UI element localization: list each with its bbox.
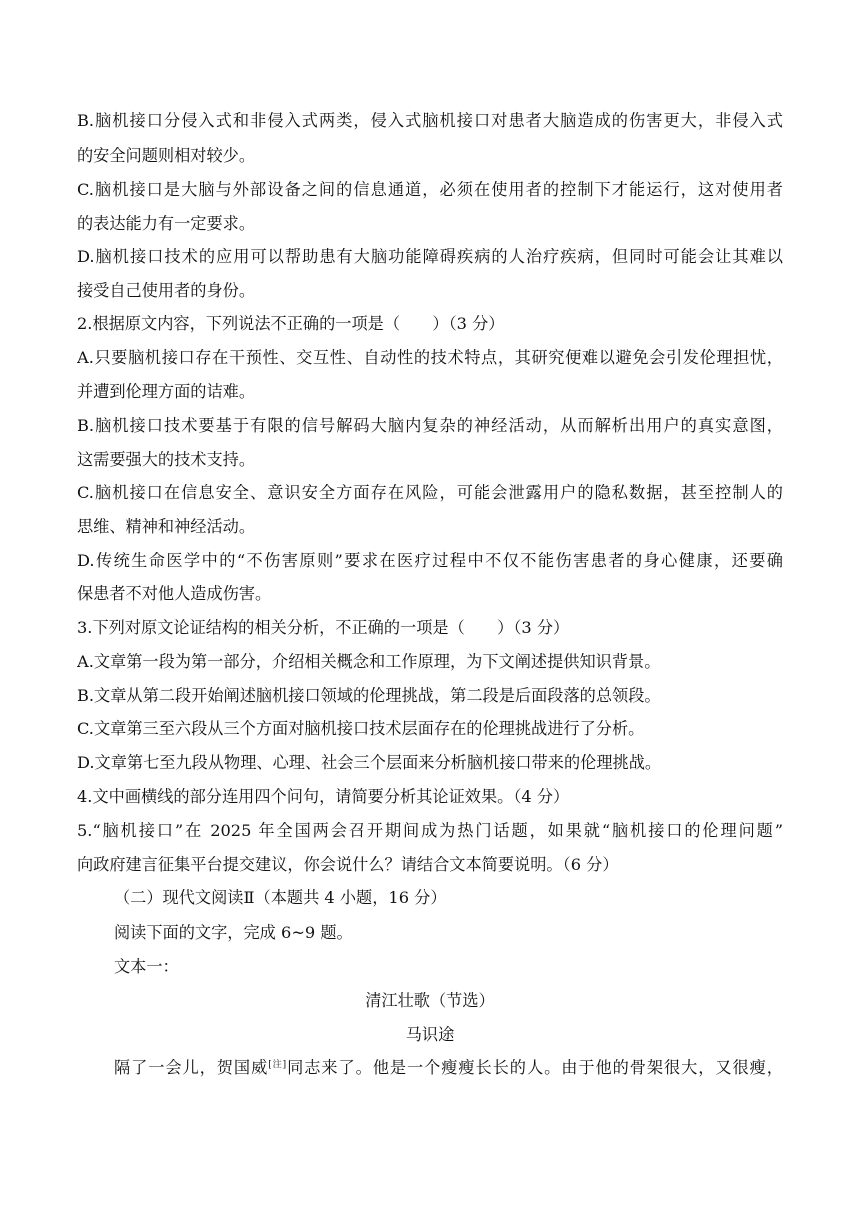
text-label: 文本一： bbox=[114, 957, 179, 976]
q3-option-c: C.文章第三至六段从三个方面对脑机接口技术层面存在的伦理挑战进行了分析。 bbox=[77, 719, 645, 738]
q1-option-c-line2: 的表达能力有一定要求。 bbox=[77, 214, 256, 233]
q5-stem-line1: 5.“脑机接口”在 2025 年全国两会召开期间成为热门话题，如果就“脑机接口的伦理问题” bbox=[77, 821, 783, 840]
section-heading: （二）现代文阅读Ⅱ（本题共 4 小题，16 分） bbox=[114, 888, 447, 907]
q3-option-b: B.文章从第二段开始阐述脑机接口领域的伦理挑战，第二段是后面段落的总领段。 bbox=[77, 686, 661, 705]
q2-option-c-line2: 思维、精神和神经活动。 bbox=[77, 517, 256, 536]
passage-title: 清江壮歌（节选） bbox=[365, 991, 495, 1010]
q3-stem: 3.下列对原文论证结构的相关分析，不正确的一项是（ ）（3 分） bbox=[77, 618, 570, 637]
q1-option-b-line1: B.脑机接口分侵入式和非侵入式两类，侵入式脑机接口对患者大脑造成的伤害更大，非侵入式 bbox=[77, 111, 783, 130]
passage-text-start: 隔了一会儿，贺国威 bbox=[114, 1058, 269, 1077]
q2-option-c-line1: C.脑机接口在信息安全、意识安全方面存在风险，可能会泄露用户的隐私数据，甚至控制人的 bbox=[77, 483, 783, 502]
q5-stem-line2: 向政府建言征集平台提交建议，你会说什么？请结合文本简要说明。（6 分） bbox=[77, 855, 619, 874]
q2-option-a-line1: A.只要脑机接口存在干预性、交互性、自动性的技术特点，其研究便难以避免会引发伦理担忧， bbox=[77, 348, 783, 367]
q3-option-a: A.文章第一段为第一部分，介绍相关概念和工作原理，为下文阐述提供知识背景。 bbox=[77, 652, 661, 671]
footnote-marker: [注] bbox=[268, 1060, 287, 1070]
q2-option-a-line2: 并遭到伦理方面的诘难。 bbox=[77, 382, 256, 401]
q1-option-c-line1: C.脑机接口是大脑与外部设备之间的信息通道，必须在使用者的控制下才能运行，这对使用者 bbox=[77, 180, 783, 199]
q1-option-d-line1: D.脑机接口技术的应用可以帮助患有大脑功能障碍疾病的人治疗疾病，但同时可能会让其难以 bbox=[77, 247, 783, 266]
q2-option-d-line1: D.传统生命医学中的“不伤害原则”要求在医疗过程中不仅不能伤害患者的身心健康，还要确 bbox=[77, 551, 783, 570]
q2-stem: 2.根据原文内容，下列说法不正确的一项是（ ）（3 分） bbox=[77, 314, 505, 333]
q4-stem: 4.文中画横线的部分连用四个问句，请简要分析其论证效果。（4 分） bbox=[77, 787, 570, 806]
q2-option-b-line2: 这需要强大的技术支持。 bbox=[77, 450, 256, 469]
passage-author: 马识途 bbox=[405, 1025, 455, 1044]
q1-option-b-line2: 的安全问题则相对较少。 bbox=[77, 146, 256, 165]
q2-option-b-line1: B.脑机接口技术要基于有限的信号解码大脑内复杂的神经活动，从而解析出用户的真实意图， bbox=[77, 416, 783, 435]
q2-option-d-line2: 保患者不对他人造成伤害。 bbox=[77, 584, 272, 603]
passage-text-rest: 同志来了。他是一个瘦瘦长长的人。由于他的骨架很大，又很瘦， bbox=[286, 1058, 783, 1077]
q1-option-d-line2: 接受自己使用者的身份。 bbox=[77, 281, 256, 300]
passage-first-line bbox=[114, 1057, 783, 1079]
reading-instruction: 阅读下面的文字，完成 6~9 题。 bbox=[114, 923, 353, 942]
q3-option-d: D.文章第七至九段从物理、心理、社会三个层面来分析脑机接口带来的伦理挑战。 bbox=[77, 753, 662, 772]
